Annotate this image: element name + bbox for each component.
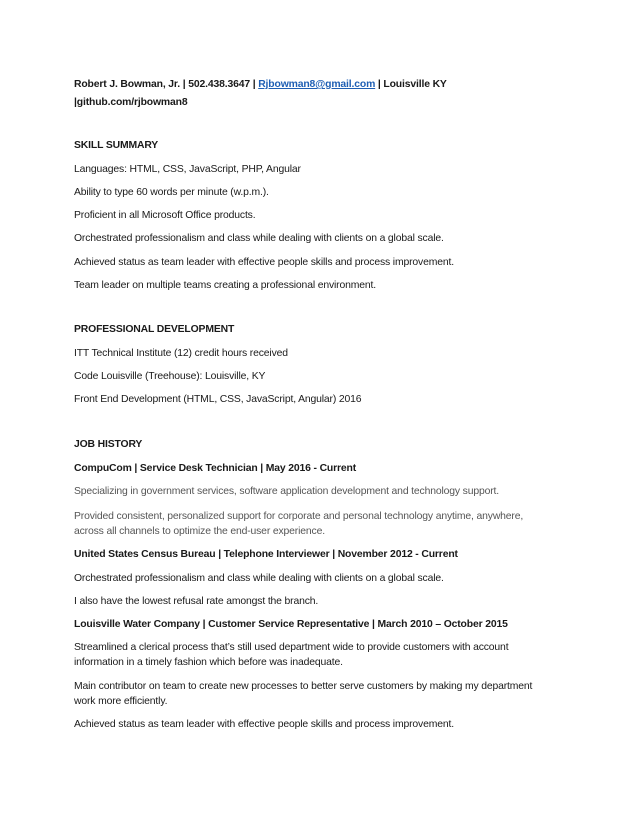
skill-item: Achieved status as team leader with effective people skills and process improvement.: [74, 257, 454, 268]
job-detail-line: information in a timely fashion which before was inadequate.: [74, 657, 343, 668]
skill-item: Languages: HTML, CSS, JavaScript, PHP, Angular: [74, 164, 301, 175]
skill-item: Ability to type 60 words per minute (w.p.m.).: [74, 187, 269, 198]
job-detail-line: I also have the lowest refusal rate amongst the branch.: [74, 596, 319, 607]
job-title: CompuCom | Service Desk Technician | May 2016 - Current: [74, 463, 357, 474]
development-item: Code Louisville (Treehouse): Louisville, KY: [74, 371, 266, 382]
job-detail-line: Main contributor on team to create new processes to better serve customers by making my department: [74, 681, 533, 692]
name-phone: Robert J. Bowman, Jr. | 502.438.3647 |: [74, 79, 259, 90]
section-heading-professional-development: PROFESSIONAL DEVELOPMENT: [74, 324, 235, 335]
location: | Louisville KY: [375, 79, 447, 90]
job-detail-line: Orchestrated professionalism and class while dealing with clients on a global scale.: [74, 573, 444, 584]
job-detail-line: Specializing in government services, software application development and technology support.: [74, 486, 500, 497]
job-detail-line: work more efficiently.: [74, 696, 168, 707]
job-detail-line: Achieved status as team leader with effective people skills and process improvement.: [74, 719, 454, 730]
github-line: |github.com/rjbowman8: [74, 97, 188, 108]
job-detail-line: across all channels to optimize the end-user experience.: [74, 526, 325, 537]
job-detail-line: Provided consistent, personalized support for corporate and personal technology anytime, anywhere,: [74, 511, 524, 522]
skill-item: Team leader on multiple teams creating a professional environment.: [74, 280, 376, 291]
skill-item: Orchestrated professionalism and class while dealing with clients on a global scale.: [74, 233, 444, 244]
development-item: ITT Technical Institute (12) credit hours received: [74, 348, 288, 359]
job-title: Louisville Water Company | Customer Service Representative | March 2010 – October 2015: [74, 619, 508, 630]
skill-item: Proficient in all Microsoft Office products.: [74, 210, 256, 221]
section-heading-job-history: JOB HISTORY: [74, 439, 143, 450]
development-item: Front End Development (HTML, CSS, JavaScript, Angular) 2016: [74, 394, 362, 405]
header-contact-line: [74, 78, 447, 91]
job-title: United States Census Bureau | Telephone Interviewer | November 2012 - Current: [74, 549, 458, 560]
email-link[interactable]: Rjbowman8@gmail.com: [258, 79, 376, 90]
section-heading-skill-summary: SKILL SUMMARY: [74, 140, 159, 151]
job-detail-line: Streamlined a clerical process that’s still used department wide to provide customers with account: [74, 642, 509, 653]
